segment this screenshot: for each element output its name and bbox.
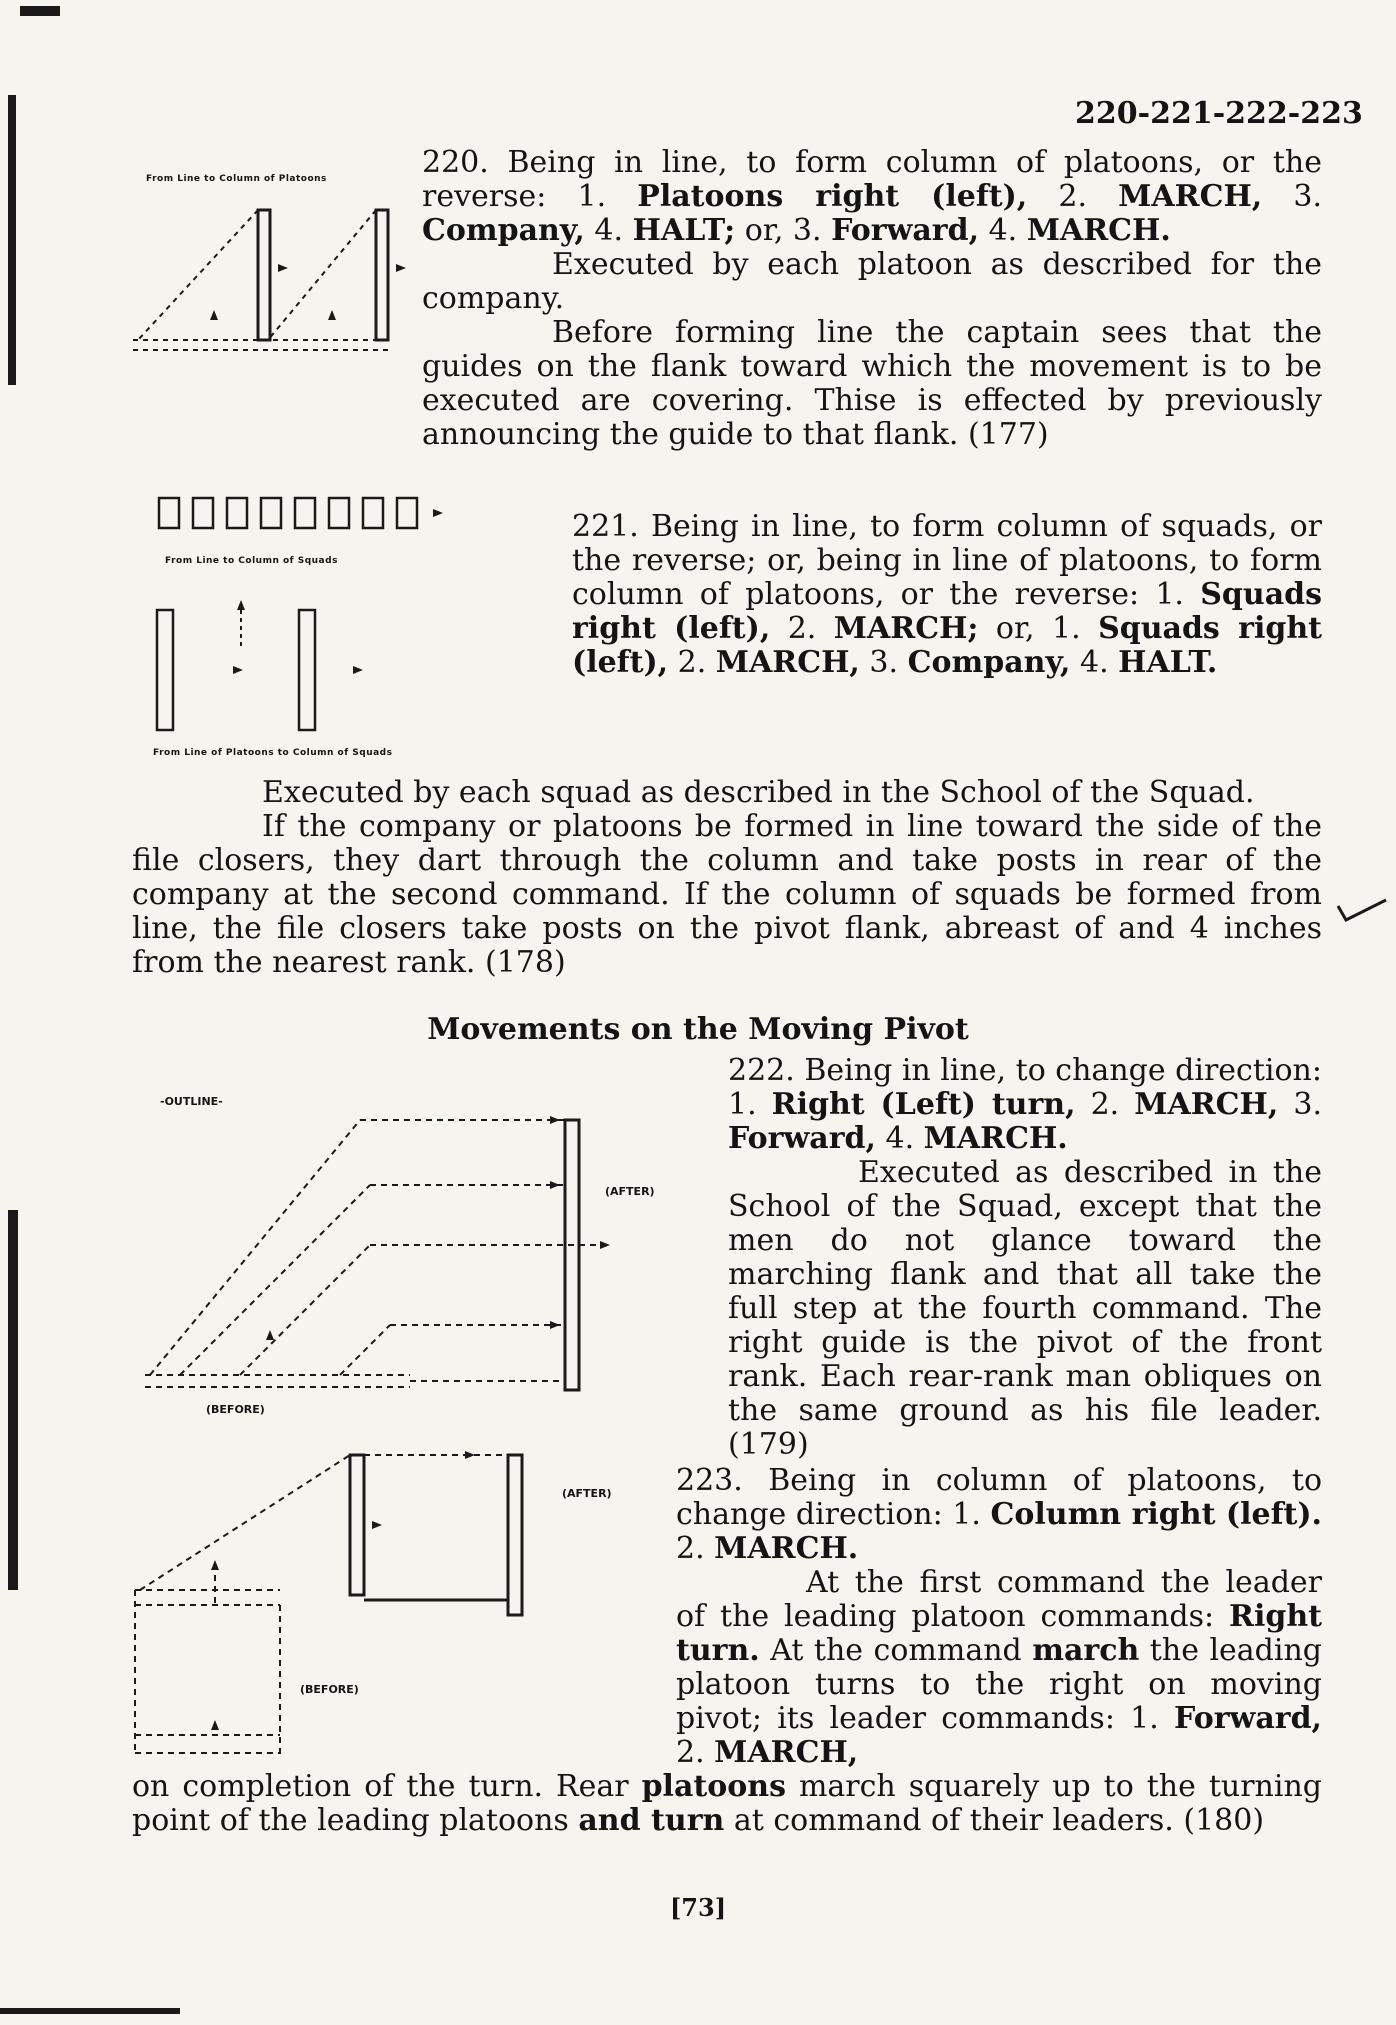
scan-mark-bottom	[0, 2008, 180, 2014]
text-run: Being in line, to change direction: 1.	[728, 1053, 1322, 1122]
command: MARCH.	[714, 1531, 859, 1566]
text-run: on completion of the turn. Rear	[132, 1769, 642, 1804]
text-run: At the command	[759, 1633, 1033, 1668]
text-run: Being in line, to form column of platoons, or the reverse: 1.	[422, 145, 1322, 214]
command: MARCH.	[923, 1121, 1068, 1156]
command: platoons	[641, 1769, 786, 1804]
command: Forward,	[831, 213, 980, 248]
command: HALT;	[632, 213, 736, 248]
command: Forward,	[728, 1121, 876, 1156]
paragraph-reference: (177)	[967, 417, 1049, 452]
check-mark	[1332, 896, 1392, 936]
text-run: Before forming line the captain sees that the guides on the flank toward which the movement is to be executed are covering. Thise is effected by previously announcing the guide to that flank.	[422, 315, 1322, 452]
section-221-text	[572, 510, 1322, 680]
command: Company,	[907, 645, 1071, 680]
scan-mark-top	[20, 6, 60, 16]
text-run: 4.	[584, 213, 633, 248]
text-run: At the first command the leader of the leading platoon commands:	[676, 1565, 1322, 1634]
text-run: march squarely up to the turning point of the leading platoons	[132, 1769, 1323, 1838]
command: MARCH,	[715, 645, 860, 680]
section-223-paragraph-2	[676, 1566, 1322, 1770]
figure-line-to-column-squads	[145, 470, 475, 770]
figure-caption: From Line to Column of Platoons	[146, 174, 327, 184]
section-220-paragraph-2: Executed by each platoon as described for the company.	[422, 247, 1322, 316]
text-run: 4.	[979, 213, 1027, 248]
figure-line-to-column-platoons	[118, 140, 418, 370]
figure-label-outline: -OUTLINE-	[160, 1095, 223, 1108]
figure-label-before: (BEFORE)	[206, 1403, 265, 1416]
section-221-number: 221.	[572, 509, 639, 544]
section-223-paragraph-2-continued	[132, 1770, 1322, 1838]
text-run: If the company or platoons be formed in line toward the side of the file closers, they dart through the column and take posts in rear of the company at the second command. If the column of squads be formed from line, the file closers take posts on the pivot flank, abreast of and 4 inches from the nearest rank.	[132, 809, 1322, 980]
command: and turn	[578, 1803, 725, 1838]
command: MARCH.	[1026, 213, 1171, 248]
scan-mark-left-2	[8, 1210, 18, 1590]
text-run: Being in line, to form column of squads, or the reverse; or, being in line of platoons, to form column of platoons, or the reverse: 1.	[572, 509, 1322, 612]
section-222-number: 222.	[728, 1053, 795, 1088]
section-221-paragraph-3	[132, 810, 1322, 980]
text-run: or, 3.	[735, 213, 832, 248]
text-run: 3.	[1262, 179, 1323, 214]
moving-pivot-line-diagram	[140, 1085, 700, 1425]
section-220-paragraph-3	[422, 316, 1322, 452]
text-run: 2.	[770, 611, 834, 646]
paragraph-reference: (179)	[728, 1427, 809, 1462]
paragraph-reference: (178)	[485, 945, 566, 980]
text-run: 4.	[875, 1121, 924, 1156]
text-run: 2.	[676, 1735, 715, 1770]
command: MARCH,	[714, 1735, 859, 1770]
text-run: 2.	[676, 1531, 715, 1566]
command: Company,	[422, 213, 585, 248]
text-run: 2.	[1075, 1087, 1135, 1122]
command: Forward,	[1174, 1701, 1322, 1736]
section-223-text	[676, 1464, 1322, 1566]
command: MARCH,	[1134, 1087, 1279, 1122]
section-heading: Movements on the Moving Pivot	[427, 1012, 969, 1047]
section-223-number: 223.	[676, 1463, 743, 1498]
command: MARCH,	[1118, 179, 1263, 214]
text-run: Executed as described in the School of the Squad, except that the men do not glance toward the marching flank and that all take the full step at the fourth command. The right guide is the pivot of the front rank. Each rear-rank man obliques on the same ground as his file leader.	[728, 1155, 1322, 1428]
scan-mark-left-1	[8, 95, 16, 385]
text-run: Being in column of platoons, to change direction: 1.	[676, 1463, 1322, 1532]
command: Squads right (left),	[572, 577, 1322, 646]
column-turn-diagram	[130, 1435, 650, 1775]
section-221-paragraph-2: Executed by each squad as described in the School of the Squad.	[262, 775, 1255, 810]
section-220-text	[422, 146, 1322, 248]
command: march	[1032, 1633, 1140, 1668]
platoon-diagram	[118, 140, 418, 370]
page-number: [73]	[669, 1893, 727, 1922]
text-run: or, 1.	[978, 611, 1099, 646]
command: Squads right (left),	[572, 611, 1323, 680]
figure-caption: From Line of Platoons to Column of Squads	[153, 748, 393, 758]
text-run: 3.	[1278, 1087, 1322, 1122]
command: Right (Left) turn,	[771, 1087, 1076, 1122]
squad-diagram	[145, 470, 475, 770]
text-run: 2.	[1027, 179, 1119, 214]
paragraph-reference: (180)	[1183, 1803, 1265, 1838]
figure-caption: From Line to Column of Squads	[165, 556, 338, 566]
figure-column-change-direction	[130, 1435, 650, 1775]
text-run: 4.	[1070, 645, 1119, 680]
command: MARCH;	[833, 611, 979, 646]
text-run: 3.	[859, 645, 908, 680]
figure-label-after: (AFTER)	[605, 1185, 655, 1198]
section-222-text	[728, 1054, 1322, 1156]
command: Right turn.	[676, 1599, 1322, 1668]
command: Column right (left).	[990, 1497, 1323, 1532]
text-run: 2.	[668, 645, 716, 680]
text-run: at command of their leaders.	[724, 1803, 1174, 1838]
figure-label-after: (AFTER)	[562, 1487, 612, 1500]
figure-label-before: (BEFORE)	[300, 1683, 359, 1696]
figure-change-direction-line	[140, 1085, 700, 1425]
section-222-paragraph-2	[728, 1156, 1322, 1462]
section-220-number: 220.	[422, 145, 489, 180]
text-run: the leading platoon turns to the right on moving pivot; its leader commands: 1.	[676, 1633, 1323, 1736]
page-section-numbers: 220-221-222-223	[1075, 96, 1363, 131]
command: HALT.	[1118, 645, 1218, 680]
command: Platoons right (left),	[637, 179, 1028, 214]
